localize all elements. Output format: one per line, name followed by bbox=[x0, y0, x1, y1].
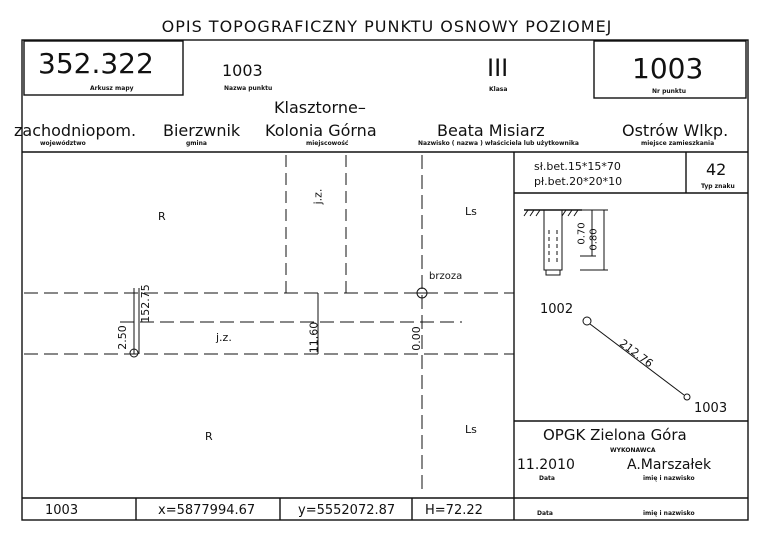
sheet-number: 352.322 bbox=[38, 47, 154, 80]
sign-spec-2: pł.bet.20*20*10 bbox=[534, 175, 623, 188]
label-r2: R bbox=[205, 430, 213, 443]
class-label: Klasa bbox=[489, 86, 508, 93]
class-value: III bbox=[487, 54, 509, 82]
label-brzoza: brzoza bbox=[429, 271, 463, 282]
dim-2-50: 2.50 bbox=[115, 325, 129, 350]
contractor-person: A.Marszałek bbox=[627, 457, 712, 473]
page-title: OPIS TOPOGRAFICZNY PUNKTU OSNOWY POZIOMEJ bbox=[161, 17, 613, 36]
ref-point-from: 1002 bbox=[540, 302, 574, 317]
footer-y: y=5552072.87 bbox=[298, 503, 396, 518]
locality-line2: Kolonia Górna bbox=[265, 121, 377, 140]
residence: Ostrów Wlkp. bbox=[622, 121, 729, 140]
label-jz-horizontal: j.z. bbox=[216, 331, 232, 344]
contractor-date: 11.2010 bbox=[517, 457, 575, 473]
label-ls2: Ls bbox=[465, 423, 477, 436]
label-r1: R bbox=[158, 210, 166, 223]
voivodeship: zachodniopom. bbox=[14, 121, 137, 140]
commune: Bierzwnik bbox=[163, 121, 241, 140]
ref-point-to: 1003 bbox=[694, 401, 728, 416]
commune-label: gmina bbox=[186, 140, 207, 147]
footer-x: x=5877994.67 bbox=[158, 503, 256, 518]
profile-height-080: 0.80 bbox=[588, 228, 600, 251]
sign-spec-1: sł.bet.15*15*70 bbox=[534, 160, 621, 173]
residence-label: miejsce zamieszkania bbox=[641, 140, 715, 147]
point-number-label: Nr punktu bbox=[652, 88, 687, 95]
ref-distance: 212.76 bbox=[616, 336, 656, 371]
contractor-label: WYKONAWCA bbox=[610, 447, 656, 454]
footer-date-label: Data bbox=[537, 510, 553, 517]
footer-name-label: imię i nazwisko bbox=[643, 510, 695, 517]
sign-type: 42 bbox=[706, 160, 727, 179]
dim-152-75: 152.75 bbox=[138, 284, 152, 323]
dim-11-60: 11.60 bbox=[307, 321, 321, 354]
contractor-person-label: imię i nazwisko bbox=[643, 475, 695, 482]
point-number: 1003 bbox=[632, 52, 704, 85]
locality-label: miejscowość bbox=[306, 140, 349, 147]
contractor-name: OPGK Zielona Góra bbox=[543, 426, 687, 444]
label-jz-vertical: j.z. bbox=[311, 188, 325, 205]
footer-point: 1003 bbox=[45, 503, 79, 518]
owner-label: Nazwisko ( nazwa ) właściciela lub użytkownika bbox=[418, 140, 579, 147]
footer-h: H=72.22 bbox=[425, 503, 483, 518]
point-name-label: Nazwa punktu bbox=[224, 85, 273, 92]
locality-line1: Klasztorne– bbox=[274, 98, 366, 117]
profile-height-070: 0.70 bbox=[576, 222, 588, 245]
voivodeship-label: województwo bbox=[40, 140, 86, 147]
owner: Beata Misiarz bbox=[437, 121, 545, 140]
point-name: 1003 bbox=[222, 61, 263, 80]
label-ls1: Ls bbox=[465, 205, 477, 218]
contractor-date-label: Data bbox=[539, 475, 555, 482]
dim-0-00: 0.00 bbox=[409, 326, 423, 351]
sheet-label: Arkusz mapy bbox=[90, 85, 134, 92]
sign-type-label: Typ znaku bbox=[701, 183, 735, 190]
